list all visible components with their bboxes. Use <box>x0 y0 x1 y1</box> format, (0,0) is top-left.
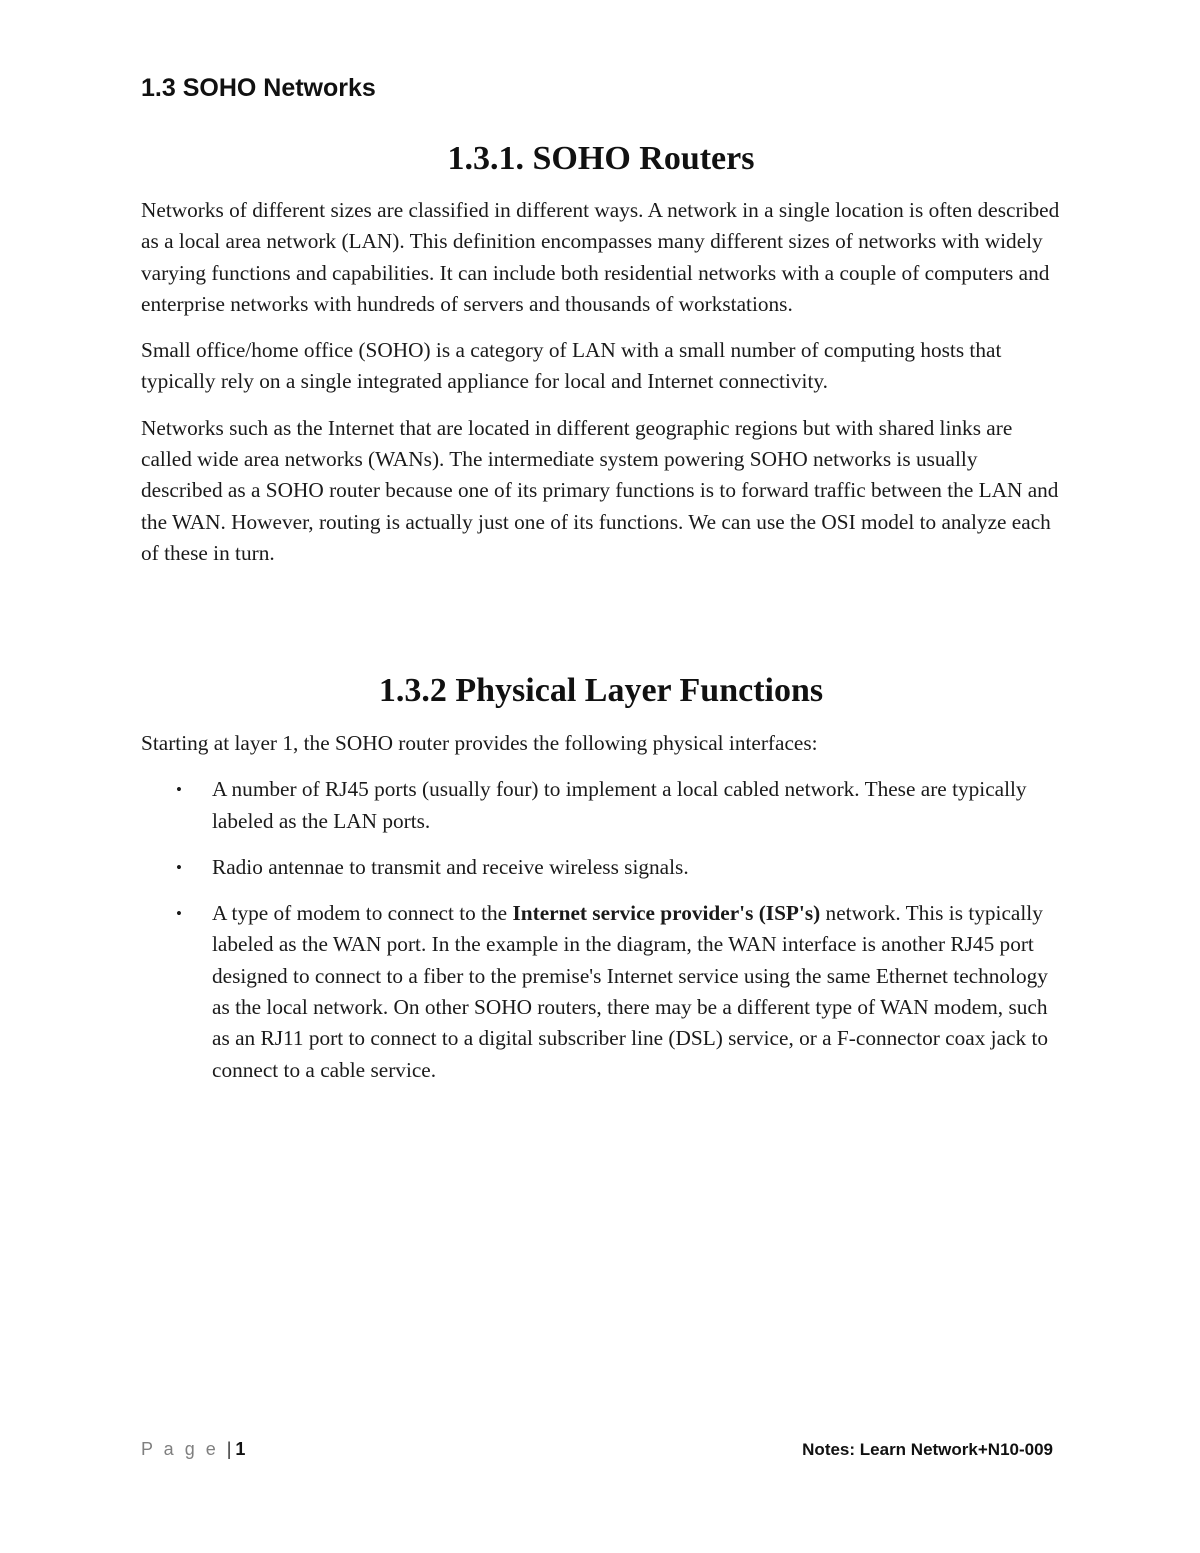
footer-separator: | <box>226 1439 232 1459</box>
bullet-icon: • <box>176 904 182 924</box>
list-item-text: Radio antennae to transmit and receive wireless signals. <box>212 854 689 879</box>
list-item-text-end: network. This is typically labeled as the WAN port. In the example in the diagram, the WAN interface is another RJ45 port designed to connect to a fiber to the premise's Internet service using the same Ethernet technology as the local network. On other SOHO routers, there may be a different type of WAN modem, such as an RJ11 port to connect to a digital subscriber line (DSL) service, or a F-connector coax jack to connect to a cable service. <box>212 901 1049 1082</box>
bullet-list <box>141 774 1061 1086</box>
section-physical-layer-functions <box>141 672 1061 1101</box>
paragraph: Small office/home office (SOHO) is a category of LAN with a small number of computing hosts that typically rely on a single integrated appliance for local and Internet connectivity. <box>141 338 1002 394</box>
page-label: P a g e <box>141 1439 219 1459</box>
page-number: 1 <box>235 1439 246 1459</box>
list-item <box>141 852 1061 883</box>
bold-term: Internet service provider's (ISP's) <box>512 901 821 926</box>
list-item <box>141 898 1061 1086</box>
intro-paragraph: Starting at layer 1, the SOHO router provides the following physical interfaces: <box>141 731 818 755</box>
bullet-icon: • <box>176 780 182 800</box>
paragraph: Networks of different sizes are classified in different ways. A network in a single location is often described as a local area network (LAN). This definition encompasses many different sizes of networks with widely varying functions and capabilities. It can include both residential networks with a couple of computers and enterprise networks with hundreds of servers and thousands of workstations. <box>141 198 1060 316</box>
page-number-footer <box>141 1439 245 1460</box>
list-item-text-start: A type of modem to connect to the <box>212 901 513 926</box>
footer-note: Notes: Learn Network+N10-009 <box>802 1440 1053 1459</box>
paragraph: Networks such as the Internet that are located in different geographic regions but with shared links are called wide area networks (WANs). The intermediate system powering SOHO networks is usually described as a SOHO router because one of its primary functions is to forward traffic between the LAN and the WAN. However, routing is actually just one of its functions. We can use the OSI model to analyze each of these in turn. <box>141 415 1059 565</box>
bullet-icon: • <box>176 857 182 877</box>
document-title: 1.3 SOHO Networks <box>141 74 376 102</box>
section-heading: 1.3.1. SOHO Routers <box>447 140 755 177</box>
section-soho-routers <box>141 140 1061 584</box>
list-item <box>141 774 1061 837</box>
list-item-text: A number of RJ45 ports (usually four) to implement a local cabled network. These are typically labeled as the LAN ports. <box>212 777 1027 833</box>
section-heading: 1.3.2 Physical Layer Functions <box>378 672 824 709</box>
